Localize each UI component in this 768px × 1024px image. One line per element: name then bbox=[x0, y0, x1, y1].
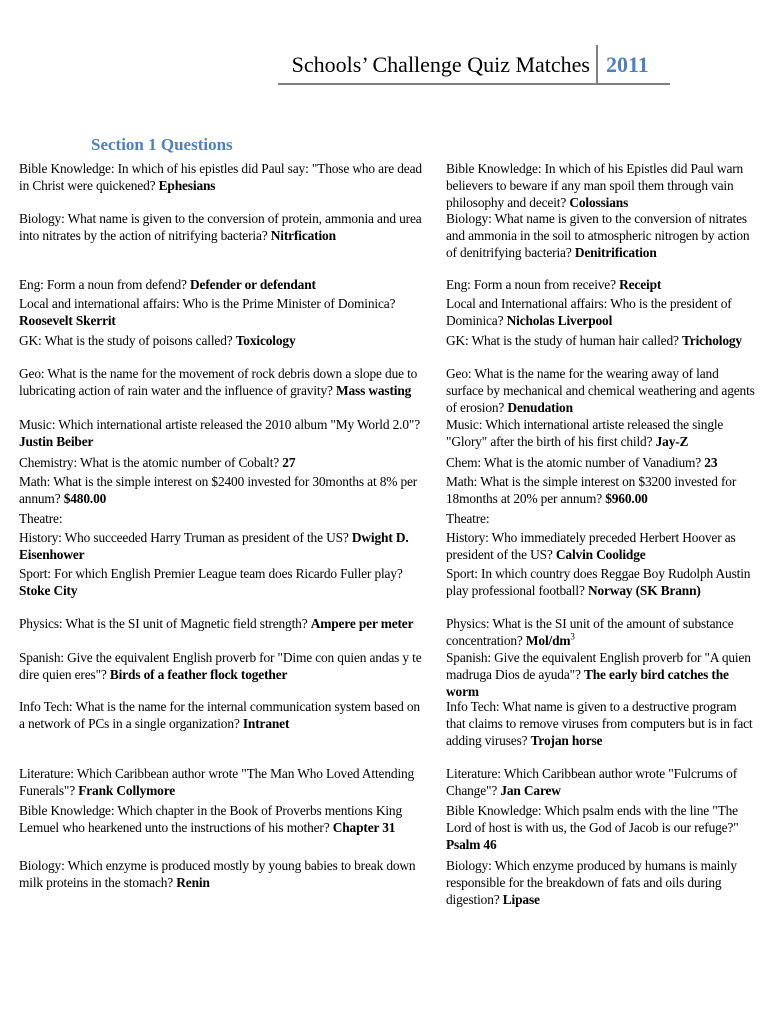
answer-text: Norway (SK Brann) bbox=[587, 583, 701, 598]
question-item bbox=[19, 802, 427, 836]
answer-text: Stoke City bbox=[19, 583, 78, 598]
question-text: Bible Knowledge: In which of his Epistles did Paul warn believers to beware if any man spoil them through vain philosophy and deceit? bbox=[446, 161, 744, 210]
question-text: Local and international affairs: Who is the Prime Minister of Dominica? bbox=[19, 296, 396, 311]
question-text: Geo: What is the name for the movement of rock debris down a slope due to lubricating action of rain water and the influence of gravity? bbox=[19, 366, 418, 398]
question-text: Chemistry: What is the atomic number of Cobalt? bbox=[19, 455, 283, 470]
question-item bbox=[19, 698, 427, 732]
answer-text: Toxicology bbox=[235, 333, 296, 348]
answer-text: $480.00 bbox=[63, 491, 107, 506]
question-item bbox=[19, 473, 427, 507]
question-item bbox=[446, 454, 758, 471]
question-item bbox=[446, 565, 758, 599]
answer-text: Jay-Z bbox=[655, 434, 689, 449]
answer-text: Lipase bbox=[502, 892, 540, 907]
question-item bbox=[19, 276, 427, 293]
answer-text: Mol/dm bbox=[525, 633, 571, 648]
answer-text: Denudation bbox=[507, 400, 573, 415]
question-item bbox=[446, 802, 758, 853]
section-heading: Section 1 Questions bbox=[91, 135, 233, 154]
header-title: Schools’ Challenge Quiz Matches bbox=[291, 52, 590, 77]
answer-text: Trichology bbox=[681, 333, 742, 348]
question-text: Bible Knowledge: In which of his epistles did Paul say: "Those who are dead in Christ were quickened? bbox=[19, 161, 422, 193]
question-item bbox=[446, 295, 758, 329]
question-text: Local and International affairs: Who is the president of Dominica? bbox=[446, 296, 732, 328]
question-item bbox=[19, 365, 427, 399]
superscript: 3 bbox=[570, 631, 575, 642]
answer-text: The early bird catches the worm bbox=[446, 667, 729, 699]
answer-text: Frank Collymore bbox=[78, 783, 176, 798]
question-item bbox=[19, 454, 427, 471]
question-item bbox=[446, 210, 758, 261]
question-text: Bible Knowledge: Which chapter in the Book of Proverbs mentions King Lemuel who hearkened unto the instructions of his mother? bbox=[19, 803, 403, 835]
question-text: Info Tech: What name is given to a destructive program that claims to remove viruses from computers but is in fact adding viruses? bbox=[446, 699, 753, 748]
answer-text: Ephesians bbox=[158, 178, 216, 193]
answer-text: Colossians bbox=[569, 195, 629, 210]
question-text: Literature: Which Caribbean author wrote "Fulcrums of Change"? bbox=[446, 766, 738, 798]
answer-text: Calvin Coolidge bbox=[555, 547, 646, 562]
question-text: Physics: What is the SI unit of Magnetic field strength? bbox=[19, 616, 311, 631]
question-item bbox=[19, 332, 427, 349]
question-item bbox=[446, 698, 758, 749]
header-year: 2011 bbox=[606, 52, 649, 77]
answer-text: Nitrfication bbox=[270, 228, 336, 243]
answer-text: Psalm 46 bbox=[446, 837, 497, 852]
question-item bbox=[19, 295, 427, 329]
question-text: Theatre: bbox=[446, 511, 490, 526]
question-item bbox=[446, 416, 758, 450]
question-item bbox=[446, 473, 758, 507]
answer-text: Justin Beiber bbox=[19, 434, 94, 449]
answer-text: 27 bbox=[282, 455, 296, 470]
question-text: Biology: Which enzyme is produced mostly by young babies to break down milk proteins in the stomach? bbox=[19, 858, 416, 890]
question-item bbox=[446, 857, 758, 908]
question-item bbox=[446, 276, 758, 293]
question-item bbox=[446, 529, 758, 563]
question-text: Chem: What is the atomic number of Vanadium? bbox=[446, 455, 705, 470]
question-item bbox=[19, 416, 427, 450]
question-item bbox=[446, 649, 758, 700]
question-item bbox=[19, 210, 427, 244]
question-text: Spanish: Give the equivalent English proverb for "Dime con quien andas y te dire quien eres"? bbox=[19, 650, 422, 682]
question-text: Geo: What is the name for the wearing away of land surface by mechanical and chemical weathering and agents of erosion? bbox=[446, 366, 755, 415]
answer-text: Chapter 31 bbox=[332, 820, 396, 835]
answer-text: Receipt bbox=[619, 277, 662, 292]
header-rule bbox=[278, 83, 670, 85]
question-text: Math: What is the simple interest on $2400 invested for 30months at 8% per annum? bbox=[19, 474, 418, 506]
answer-text: $960.00 bbox=[605, 491, 648, 506]
question-text: Biology: What name is given to the conversion of protein, ammonia and urea into nitrates by the action of nitrifying bacteria? bbox=[19, 211, 422, 243]
question-text: Physics: What is the SI unit of the amount of substance concentration? bbox=[446, 616, 734, 648]
question-item bbox=[19, 510, 427, 527]
answer-text: Nicholas Liverpool bbox=[506, 313, 613, 328]
question-text: Info Tech: What is the name for the internal communication system based on a network of PCs in a single organization? bbox=[19, 699, 420, 731]
question-item bbox=[446, 332, 758, 349]
answer-text: Dwight D. Eisenhower bbox=[19, 530, 409, 562]
question-item bbox=[446, 365, 758, 416]
question-text: Bible Knowledge: Which psalm ends with the line "The Lord of host is with us, the God of Jacob is our refuge?" bbox=[446, 803, 739, 835]
question-text: Theatre: bbox=[19, 511, 63, 526]
question-item bbox=[19, 765, 427, 799]
answer-text: Intranet bbox=[242, 716, 290, 731]
question-text: Biology: Which enzyme produced by humans is mainly responsible for the breakdown of fats and oils during digestion? bbox=[446, 858, 737, 907]
question-item bbox=[446, 615, 758, 649]
answer-text: Denitrification bbox=[574, 245, 657, 260]
question-item bbox=[446, 765, 758, 799]
question-text: GK: What is the study of human hair called? bbox=[446, 333, 682, 348]
answer-text: Birds of a feather flock together bbox=[109, 667, 288, 682]
question-item bbox=[19, 857, 427, 891]
question-item bbox=[19, 649, 427, 683]
question-text: Music: Which international artiste released the 2010 album "My World 2.0"? bbox=[19, 417, 420, 432]
question-text: Sport: For which English Premier League team does Ricardo Fuller play? bbox=[19, 566, 403, 581]
question-text: Math: What is the simple interest on $3200 invested for 18months at 20% per annum? bbox=[446, 474, 737, 506]
answer-text: Roosevelt Skerrit bbox=[19, 313, 116, 328]
question-item bbox=[446, 160, 758, 211]
question-text: History: Who succeeded Harry Truman as president of the US? bbox=[19, 530, 352, 545]
answer-text: Trojan horse bbox=[530, 733, 603, 748]
answer-text: Defender or defendant bbox=[190, 277, 316, 292]
answer-text: Mass wasting bbox=[336, 383, 412, 398]
question-item bbox=[19, 529, 427, 563]
question-text: History: Who immediately preceded Herbert Hoover as president of the US? bbox=[446, 530, 736, 562]
question-text: Eng: Form a noun from receive? bbox=[446, 277, 620, 292]
question-text: Biology: What name is given to the conversion of nitrates and ammonia in the soil to atmospheric nitrogen by action of denitrifying bacteria? bbox=[446, 211, 750, 260]
answer-text: 23 bbox=[704, 455, 718, 470]
question-text: Eng: Form a noun from defend? bbox=[19, 277, 191, 292]
question-text: Spanish: Give the equivalent English proverb for "A quien madruga Dios de ayuda"? bbox=[446, 650, 751, 682]
question-item bbox=[19, 160, 427, 194]
header-divider bbox=[596, 45, 598, 83]
question-text: Music: Which international artiste released the single "Glory" after the birth of his first child? bbox=[446, 417, 724, 449]
question-text: Literature: Which Caribbean author wrote "The Man Who Loved Attending Funerals"? bbox=[19, 766, 415, 798]
answer-text: Jan Carew bbox=[500, 783, 561, 798]
question-text: Sport: In which country does Reggae Boy Rudolph Austin play professional football? bbox=[446, 566, 751, 598]
answer-text: Ampere per meter bbox=[310, 616, 414, 631]
answer-text: Renin bbox=[176, 875, 210, 890]
question-item bbox=[446, 510, 758, 527]
question-text: GK: What is the study of poisons called? bbox=[19, 333, 236, 348]
question-item bbox=[19, 565, 427, 599]
question-item bbox=[19, 615, 427, 632]
